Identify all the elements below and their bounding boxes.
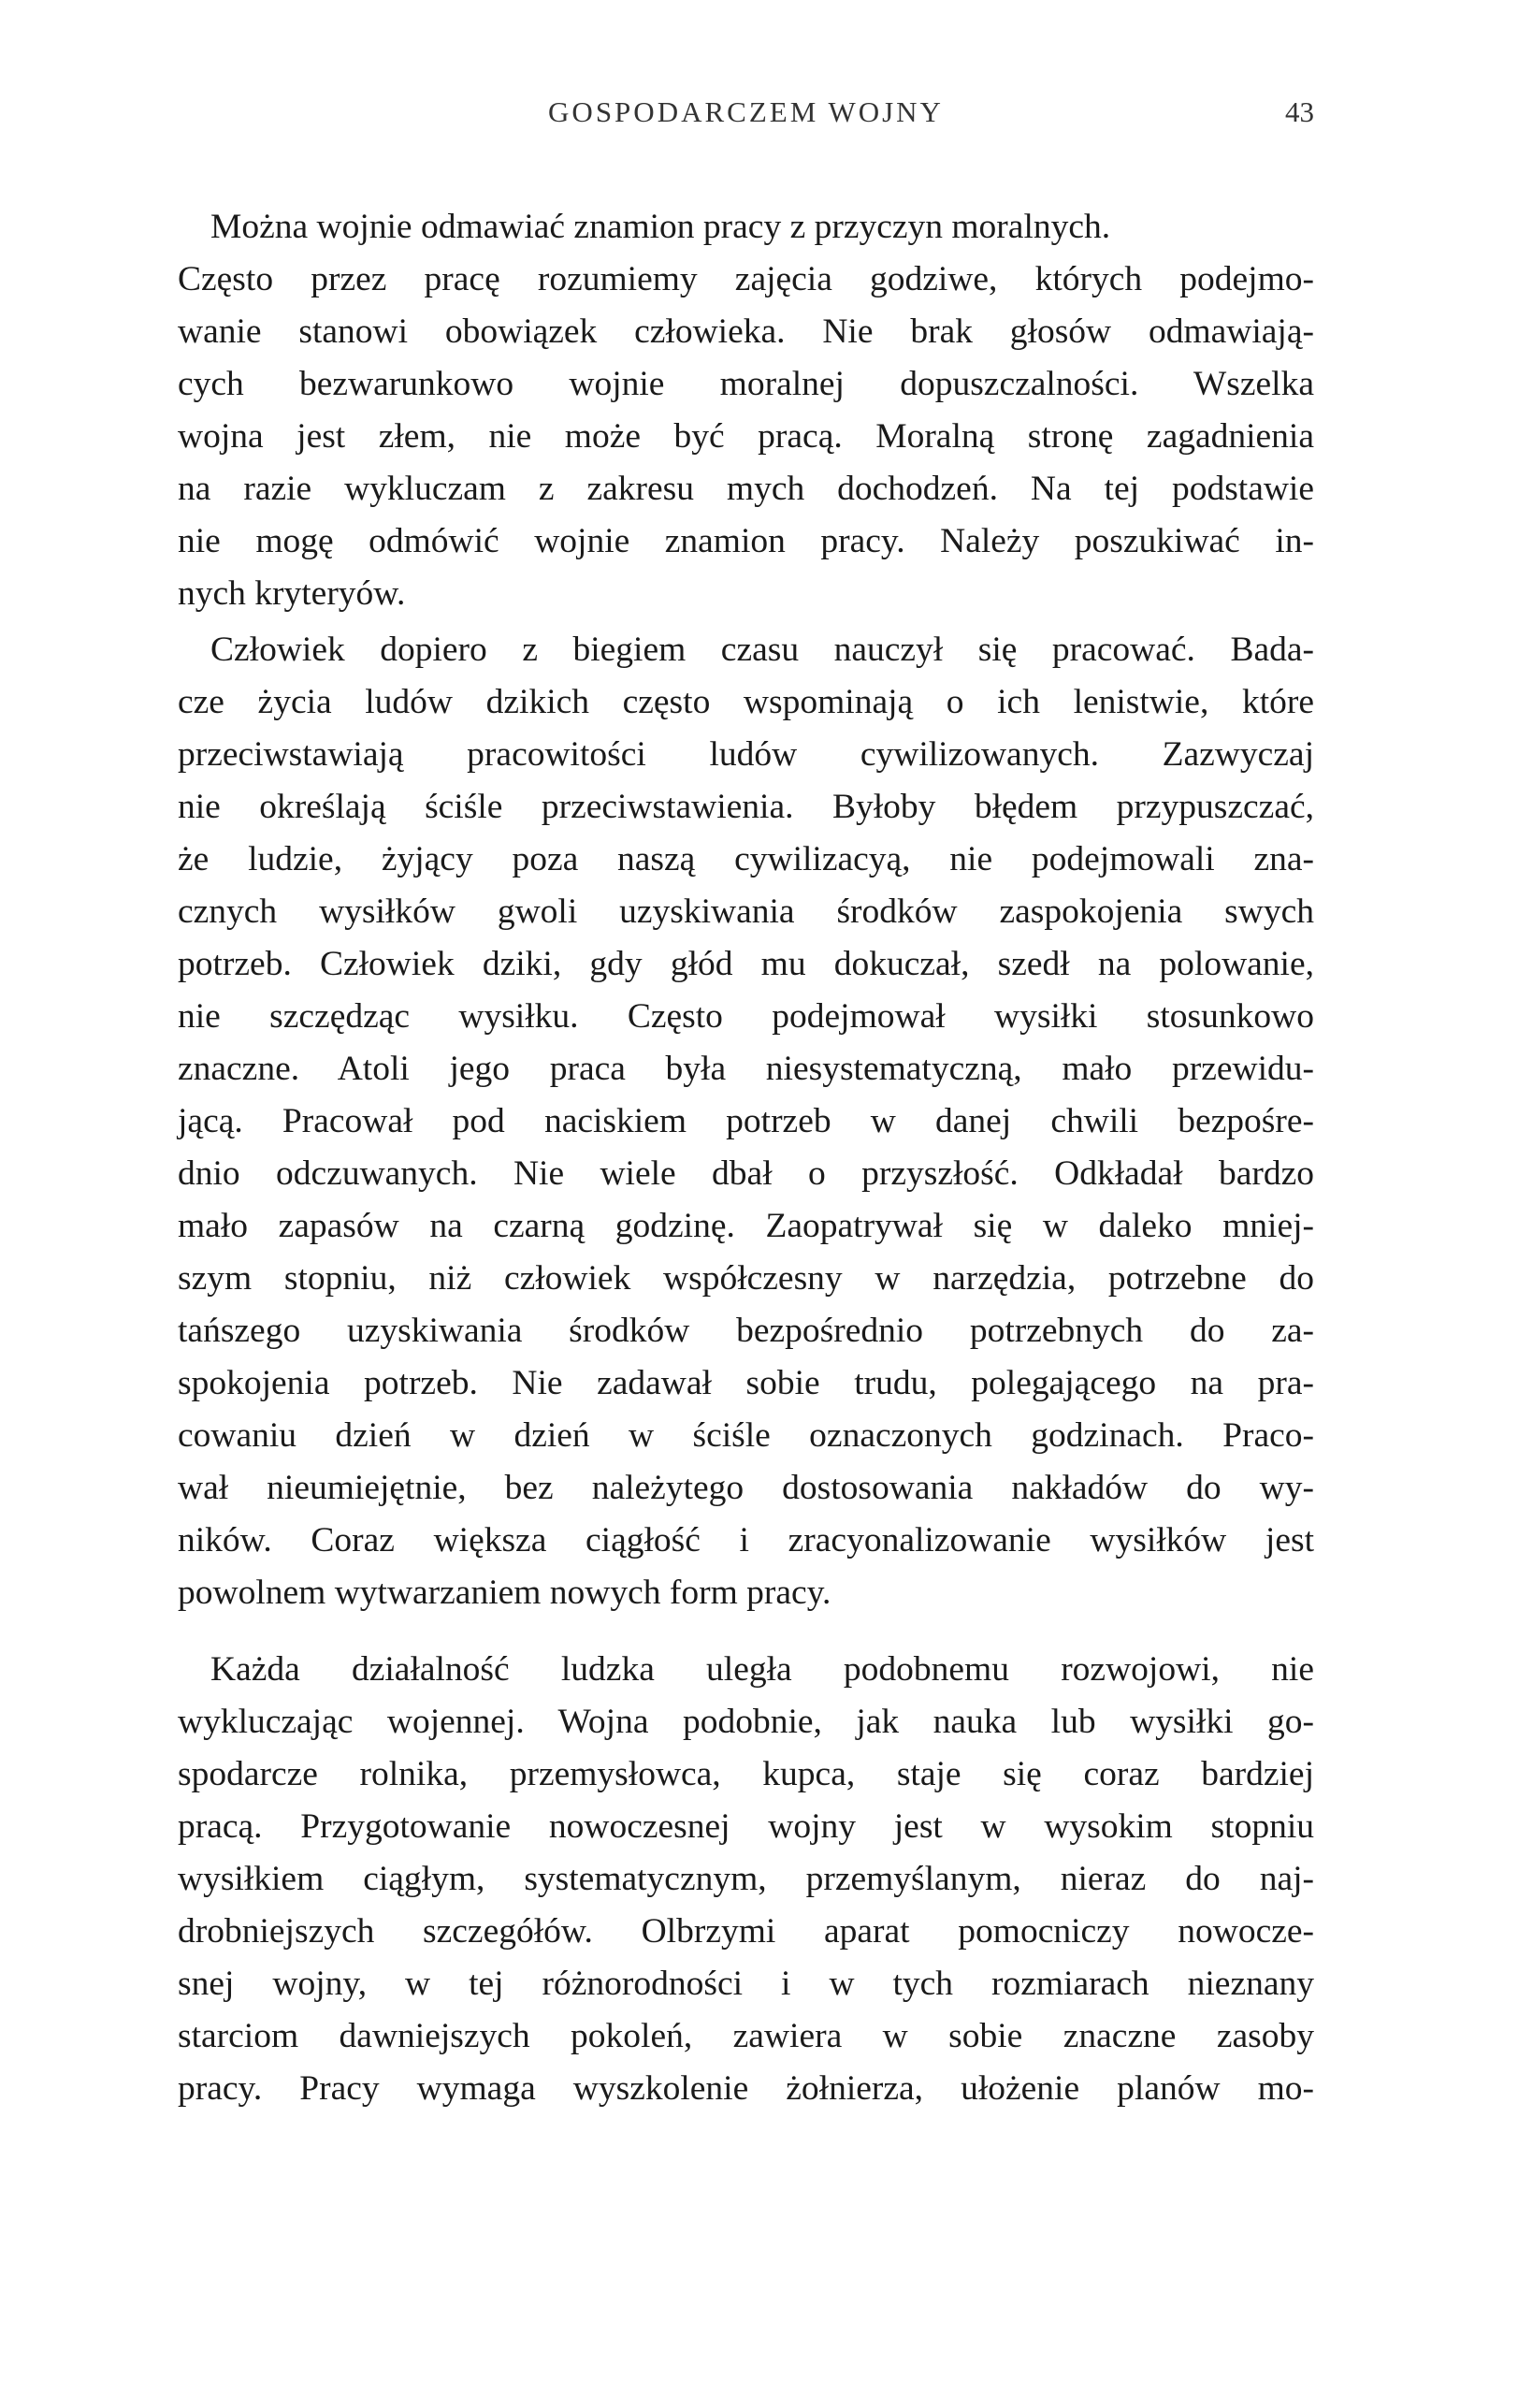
text-line: spokojenia potrzeb. Nie zadawał sobie trudu, polegającego na pra- [178, 1364, 1314, 1402]
text-line: nych kryteryów. [178, 574, 406, 613]
text-line: przeciwstawiają pracowitości ludów cywilizowanych. Zazwyczaj [178, 735, 1314, 774]
text-line: mało zapasów na czarną godzinę. Zaopatrywał się w daleko mniej- [178, 1207, 1314, 1245]
text-line: Każda działalność ludzka uległa podobnemu rozwojowi, nie [210, 1650, 1314, 1689]
text-line: na razie wykluczam z zakresu mych dochodzeń. Na tej podstawie [178, 470, 1314, 508]
text-line: snej wojny, w tej różnorodności i w tych rozmiarach nieznany [178, 1965, 1314, 2003]
text-line: ników. Coraz większa ciągłość i zracyonalizowanie wysiłków jest [178, 1521, 1314, 1559]
text-line: cych bezwarunkowo wojnie moralnej dopuszczalności. Wszelka [178, 365, 1314, 403]
text-line: wał nieumiejętnie, bez należytego dostosowania nakładów do wy- [178, 1469, 1314, 1507]
text-line: wojna jest złem, nie może być pracą. Moralną stronę zagadnienia [178, 417, 1314, 456]
running-title: GOSPODARCZEM WOJNY [548, 95, 944, 128]
text-line: dnio odczuwanych. Nie wiele dbał o przyszłość. Odkładał bardzo [178, 1154, 1314, 1193]
text-line: Można wojnie odmawiać znamion pracy z przyczyn moralnych. [210, 208, 1111, 246]
text-line: Często przez pracę rozumiemy zajęcia godziwe, których podejmo- [178, 260, 1314, 298]
text-line: potrzeb. Człowiek dziki, gdy głód mu dokuczał, szedł na polowanie, [178, 945, 1314, 983]
text-line: jącą. Pracował pod naciskiem potrzeb w danej chwili bezpośre- [178, 1102, 1314, 1140]
text-line: nie określają ściśle przeciwstawienia. Byłoby błędem przypuszczać, [178, 788, 1314, 826]
text-line: cznych wysiłków gwoli uzyskiwania środków zaspokojenia swych [178, 892, 1314, 931]
page-header [178, 95, 1314, 142]
text-line: nie mogę odmówić wojnie znamion pracy. Należy poszukiwać in- [178, 522, 1314, 560]
text-line: tańszego uzyskiwania środków bezpośrednio potrzebnych do za- [178, 1312, 1314, 1350]
text-line: cowaniu dzień w dzień w ściśle oznaczonych godzinach. Praco- [178, 1416, 1314, 1455]
text-line: pracą. Przygotowanie nowoczesnej wojny jest w wysokim stopniu [178, 1807, 1314, 1846]
text-line: wykluczając wojennej. Wojna podobnie, jak nauka lub wysiłki go- [178, 1703, 1314, 1741]
text-line: starciom dawniejszych pokoleń, zawiera w sobie znaczne zasoby [178, 2017, 1314, 2055]
text-line: powolnem wytwarzaniem nowych form pracy. [178, 1574, 831, 1612]
text-line: spodarcze rolnika, przemysłowca, kupca, staje się coraz bardziej [178, 1755, 1314, 1793]
text-line: pracy. Pracy wymaga wyszkolenie żołnierza, ułożenie planów mo- [178, 2069, 1314, 2108]
text-line: nie szczędząc wysiłku. Często podejmował wysiłki stosunkowo [178, 997, 1314, 1036]
text-line: szym stopniu, niż człowiek współczesny w narzędzia, potrzebne do [178, 1259, 1314, 1298]
text-line: cze życia ludów dzikich często wspominają o ich lenistwie, które [178, 683, 1314, 721]
text-line: znaczne. Atoli jego praca była niesystematyczną, mało przewidu- [178, 1050, 1314, 1088]
text-line: Człowiek dopiero z biegiem czasu nauczył się pracować. Bada- [210, 631, 1314, 669]
text-line: wysiłkiem ciągłym, systematycznym, przemyślanym, nieraz do naj- [178, 1860, 1314, 1898]
page-number: 43 [1285, 95, 1314, 128]
text-line: że ludzie, żyjący poza naszą cywilizacyą, nie podejmowali zna- [178, 840, 1314, 878]
text-line: drobniejszych szczegółów. Olbrzymi aparat pomocniczy nowocze- [178, 1912, 1314, 1951]
text-line: wanie stanowi obowiązek człowieka. Nie brak głosów odmawiają- [178, 312, 1314, 351]
